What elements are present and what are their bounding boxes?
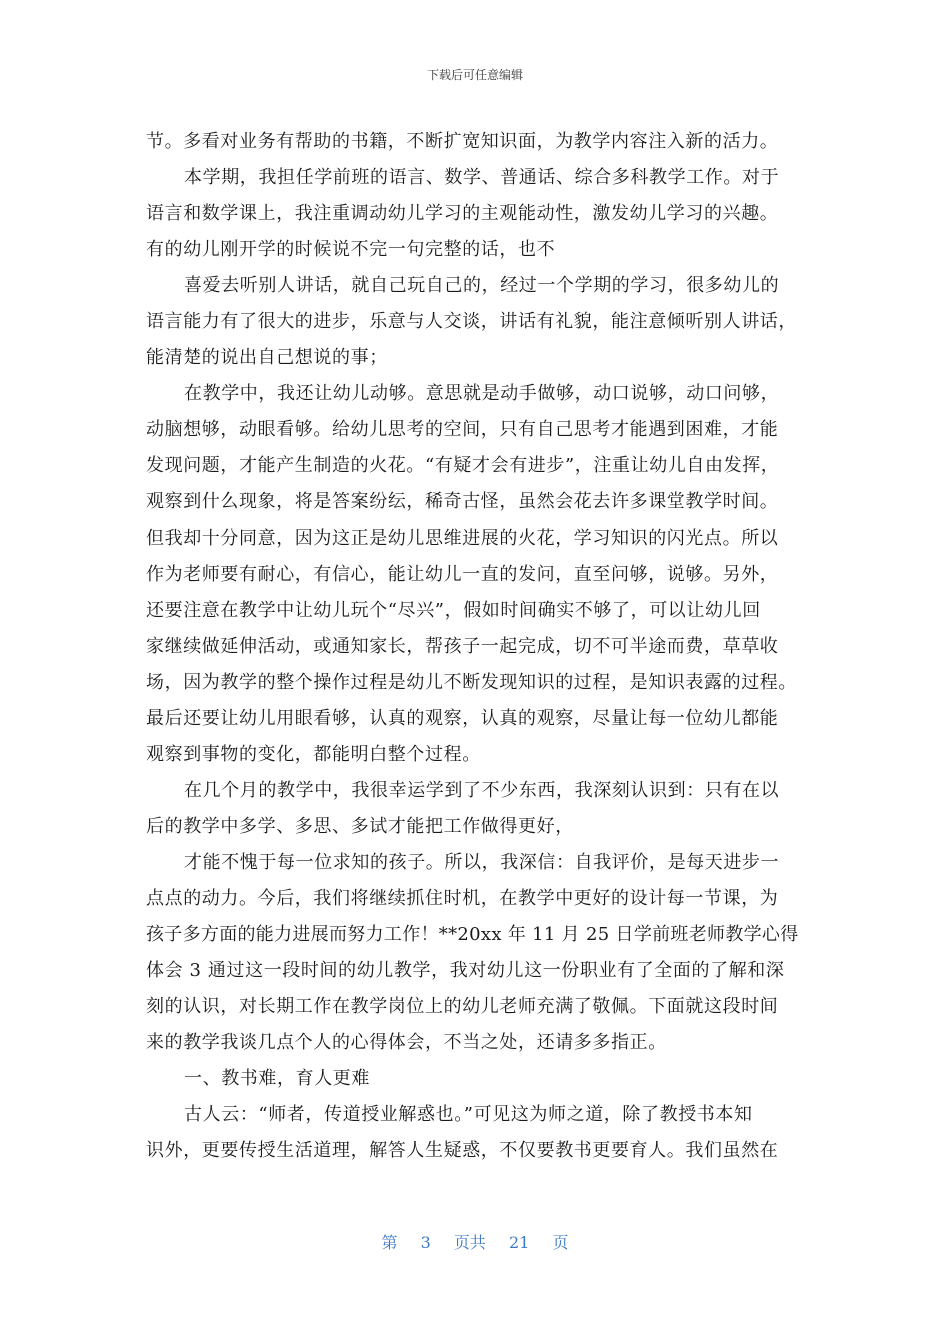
text-line: 节。多看对业务有帮助的书籍，不断扩宽知识面，为教学内容注入新的活力。 xyxy=(146,131,779,152)
text-line: 识外，更要传授生活道理，解答人生疑惑，不仅要教书更要育人。我们虽然在 xyxy=(146,1140,779,1162)
text-line: 发现问题，才能产生制造的火花。“有疑才会有进步”，注重让幼儿自由发挥， xyxy=(146,455,780,477)
text-line: 家继续做延伸活动，或通知家长，帮孩子一起完成，切不可半途而费，草草收 xyxy=(146,635,779,657)
page-header: 下载后可任意编辑 xyxy=(426,68,523,82)
text-line: 观察到事物的变化，都能明白整个过程。 xyxy=(146,743,481,765)
text-line: 最后还要让幼儿用眼看够，认真的观察，认真的观察，尽量让每一位幼儿都能 xyxy=(146,707,779,729)
text-line: 孩子多方面的能力进展而努力工作！**20xx 年 11 月 25 日学前班老师教学心得 xyxy=(146,924,799,946)
text-line: 喜爱去听别人讲话，就自己玩自己的，经过一个学期的学习，很多幼儿的 xyxy=(184,275,780,297)
text-line: 在教学中，我还让幼儿动够。意思就是动手做够，动口说够，动口问够， xyxy=(184,383,780,405)
text-line: 能清楚的说出自己想说的事； xyxy=(146,347,388,369)
text-line: 本学期，我担任学前班的语言、数学、普通话、综合多科教学工作。对于 xyxy=(184,167,780,189)
text-line: 点点的动力。今后，我们将继续抓住时机，在教学中更好的设计每一节课，为 xyxy=(146,887,779,909)
footer-suffix: 页 xyxy=(552,1233,569,1252)
footer-middle: 页共 xyxy=(453,1233,486,1252)
text-line: 体会 3 通过这一段时间的幼儿教学，我对幼儿这一份职业有了全面的了解和深 xyxy=(146,960,785,982)
text-line: 观察到什么现象，将是答案纷纭，稀奇古怪，虽然会花去许多课堂教学时间。 xyxy=(146,491,779,513)
text-line: 在几个月的教学中，我很幸运学到了不少东西，我深刻认识到：只有在以 xyxy=(184,779,780,801)
text-line: 还要注意在教学中让幼儿玩个“尽兴”，假如时间确实不够了，可以让幼儿回 xyxy=(146,599,761,621)
text-line: 才能不愧于每一位求知的孩子。所以，我深信：自我评价，是每天进步一 xyxy=(184,851,780,873)
text-line: 语言能力有了很大的进步，乐意与人交谈，讲话有礼貌，能注意倾听别人讲话， xyxy=(146,311,797,333)
text-line: 动脑想够，动眼看够。给幼儿思考的空间，只有自己思考才能遇到困难，才能 xyxy=(146,419,779,441)
text-line: 古人云：“师者，传道授业解惑也。”可见这为师之道，除了教授书本知 xyxy=(184,1104,753,1126)
text-line: 来的教学我谈几点个人的心得体会，不当之处，还请多多指正。 xyxy=(146,1032,667,1054)
page-footer xyxy=(0,1230,950,1253)
text-line: 后的教学中多学、多思、多试才能把工作做得更好， xyxy=(146,815,574,837)
document-body xyxy=(146,124,806,1169)
footer-total-pages: 21 xyxy=(509,1233,530,1252)
text-line: 刻的认识，对长期工作在教学岗位上的幼儿老师充满了敬佩。下面就这段时间 xyxy=(146,996,779,1018)
text-line: 场，因为教学的整个操作过程是幼儿不断发现知识的过程，是知识表露的过程。 xyxy=(146,671,797,693)
text-line: 一、教书难，育人更难 xyxy=(184,1068,370,1090)
footer-page-number: 3 xyxy=(420,1233,431,1252)
text-line: 语言和数学课上，我注重调动幼儿学习的主观能动性，激发幼儿学习的兴趣。 xyxy=(146,203,779,225)
text-line: 作为老师要有耐心，有信心，能让幼儿一直的发问，直至问够，说够。另外， xyxy=(146,563,779,585)
text-line: 但我却十分同意，因为这正是幼儿思维进展的火花，学习知识的闪光点。所以 xyxy=(146,527,779,549)
footer-prefix: 第 xyxy=(381,1233,398,1252)
text-line: 有的幼儿刚开学的时候说不完一句完整的话，也不 xyxy=(146,239,556,261)
